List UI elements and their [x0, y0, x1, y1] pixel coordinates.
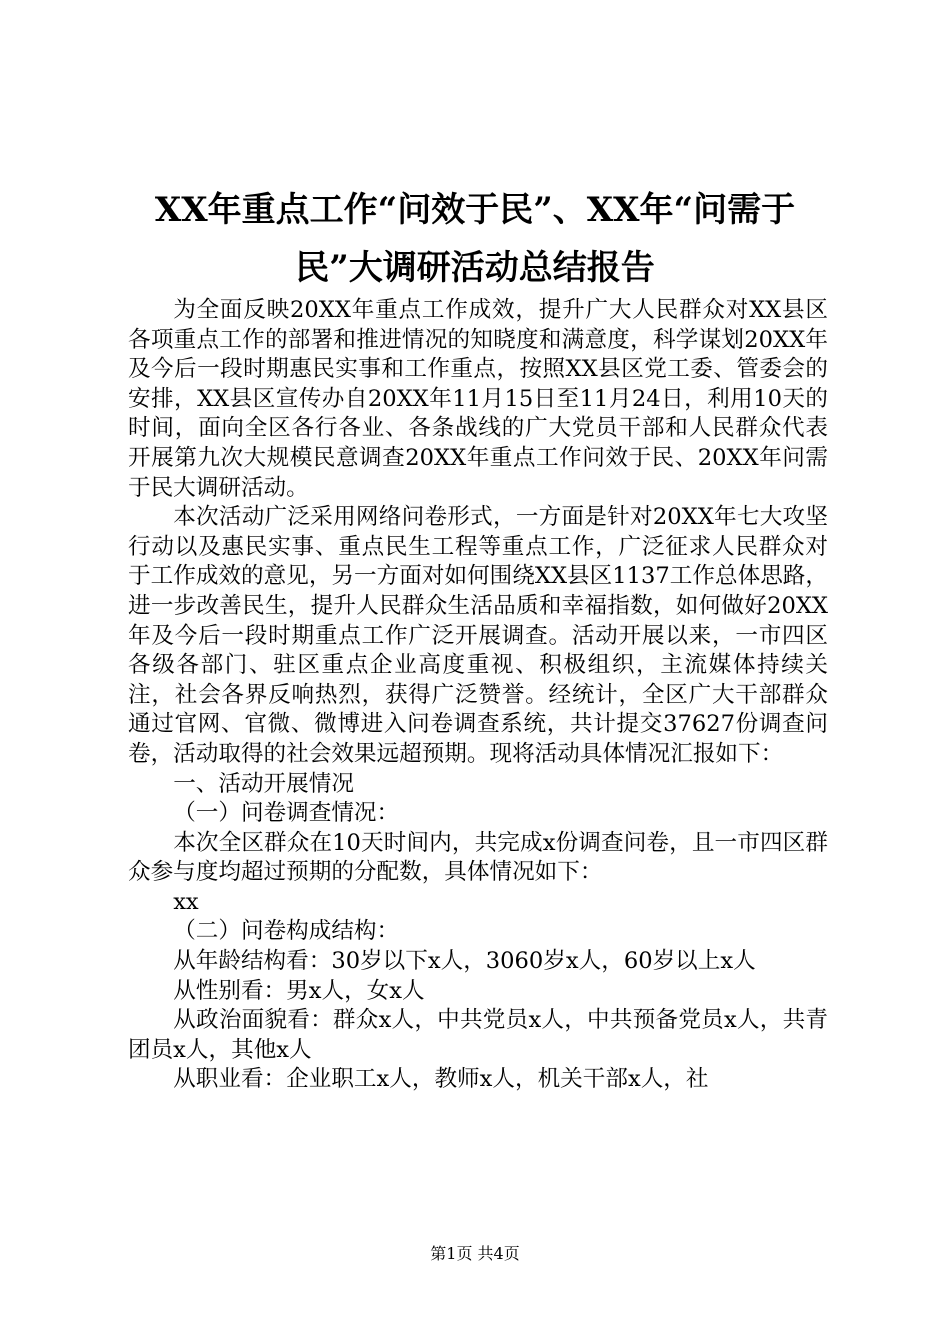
document-title-line-2: 民”大调研活动总结报告	[295, 248, 655, 288]
paragraph-placeholder: xx	[173, 888, 199, 915]
document-title-line-1: XX年重点工作“问效于民”、XX年“问需于	[154, 190, 796, 230]
paragraph-survey-status: 本次全区群众在10天时间内，共完成x份调查问卷，且一市四区群众参与度均超过预期的分配数，具体情况如下：	[128, 829, 828, 886]
subsection-heading: （一）问卷调查情况：	[173, 800, 400, 827]
subsection-heading: （二）问卷构成结构：	[173, 918, 400, 945]
paragraph-age-structure: 从年龄结构看：30岁以下x人，3060岁x人，60岁以上x人	[173, 948, 756, 975]
page-footer: 第1页 共4页	[430, 1244, 520, 1263]
document-body	[128, 296, 828, 1095]
section-heading: 一、活动开展情况	[173, 770, 354, 797]
paragraph-political-status: 从政治面貌看：群众x人，中共党员x人，中共预备党员x人，共青团员x人，其他x人	[128, 1007, 828, 1063]
paragraph-gender: 从性别看：男x人，女x人	[173, 977, 425, 1004]
paragraph-occupation: 从职业看：企业职工x人，教师x人，机关干部x人，社	[173, 1066, 709, 1093]
paragraph-intro: 为全面反映20XX年重点工作成效，提升广大人民群众对XX县区各项重点工作的部署和推进情况的知晓度和满意度，科学谋划20XX年及今后一段时期惠民实事和工作重点，按照XX县区党工委、管委会的安排，XX县区宣传办自20XX年11月15日至11月24日，利用10天的时间，面向全区各行各业、各条战线的广大党员干部和人民群众代表开展第九次大规模民意调查20XX年重点工作问效于民、20XX年问需于民大调研活动。	[128, 297, 828, 501]
paragraph-activity-overview: 本次活动广泛采用网络问卷形式，一方面是针对20XX年七大攻坚行动以及惠民实事、重点民生工程等重点工作，广泛征求人民群众对于工作成效的意见，另一方面对如何围绕XX县区1137工作总体思路，进一步改善民生，提升人民群众生活品质和幸福指数，如何做好20XX年及今后一段时期重点工作广泛开展调查。活动开展以来，一市四区各级各部门、驻区重点企业高度重视、积极组织，主流媒体持续关注，社会各界反响热烈，获得广泛赞誉。经统计，全区广大干部群众通过官网、官微、微博进入问卷调查系统，共计提交37627份调查问卷，活动取得的社会效果远超预期。现将活动具体情况汇报如下：	[128, 504, 828, 767]
